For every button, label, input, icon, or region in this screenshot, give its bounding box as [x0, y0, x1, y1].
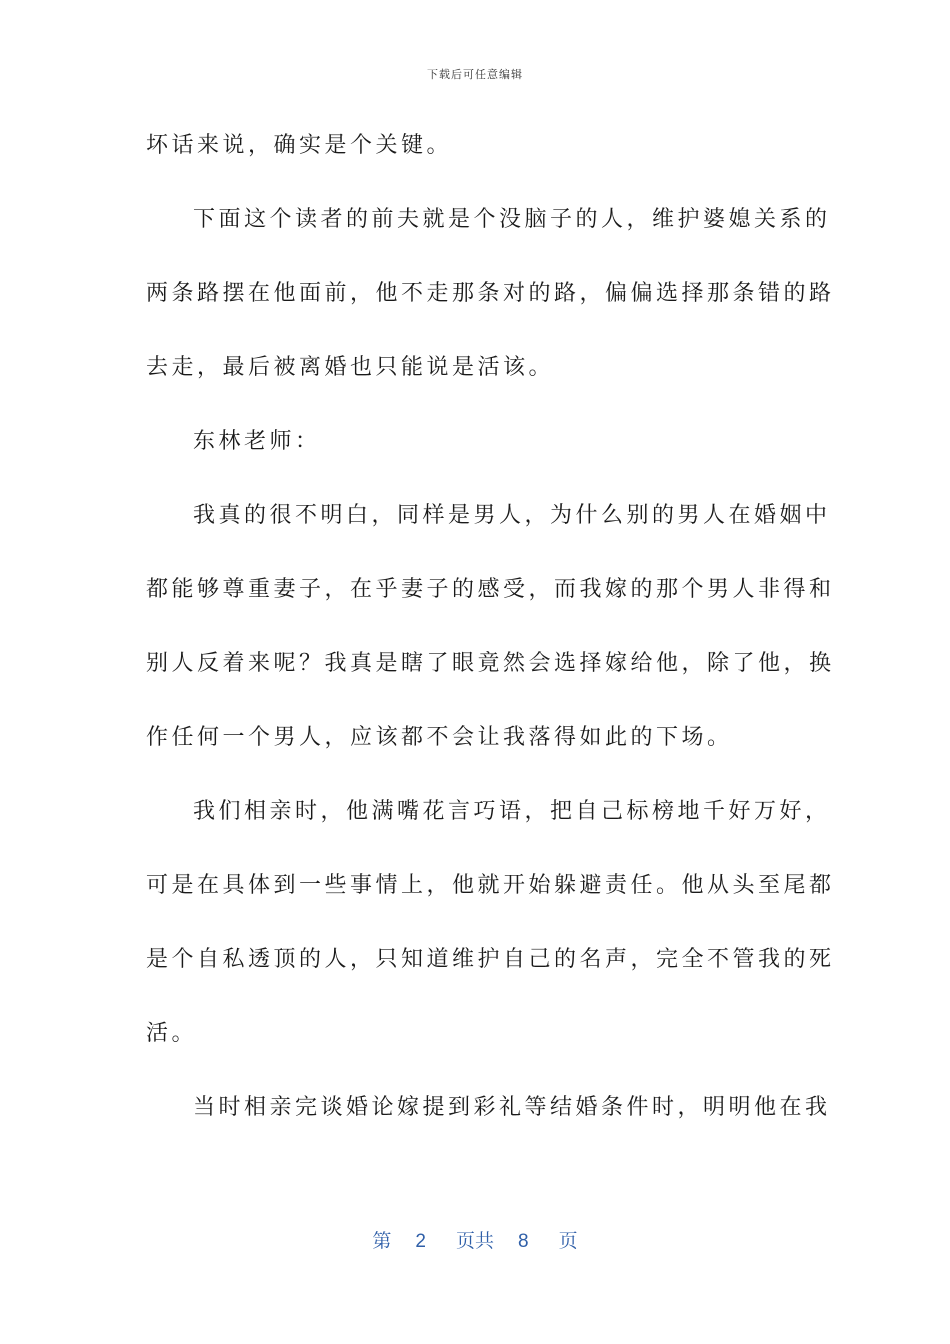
paragraph-line: 可是在具体到一些事情上，他就开始躲避责任。他从头至尾都: [146, 873, 835, 898]
page-label-of: 页共: [455, 1231, 494, 1252]
page-number-total: 8: [518, 1231, 529, 1252]
paragraph-line: 是个自私透顶的人，只知道维护自己的名声，完全不管我的死: [146, 947, 835, 972]
paragraph-line: 当时相亲完谈婚论嫁提到彩礼等结婚条件时，明明他在我: [193, 1095, 831, 1120]
document-body: [146, 122, 835, 1158]
page-number-current: 2: [415, 1231, 426, 1252]
paragraph-line: 下面这个读者的前夫就是个没脑子的人，维护婆媳关系的: [193, 207, 831, 232]
page-footer: [0, 1226, 950, 1253]
paragraph-line: 都能够尊重妻子，在乎妻子的感受，而我嫁的那个男人非得和: [146, 577, 835, 602]
header-note: 下载后可任意编辑: [427, 68, 523, 81]
paragraph-line: 坏话来说，确实是个关键。: [146, 133, 453, 158]
page-label-suffix: 页: [558, 1231, 578, 1252]
paragraph-line: 我们相亲时，他满嘴花言巧语，把自己标榜地千好万好，: [193, 799, 831, 824]
paragraph-line: 两条路摆在他面前，他不走那条对的路，偏偏选择那条错的路: [146, 281, 835, 306]
paragraph-line: 东林老师：: [193, 429, 321, 454]
paragraph-line: 别人反着来呢？我真是瞎了眼竟然会选择嫁给他，除了他，换: [146, 651, 835, 676]
page-label-prefix: 第: [372, 1231, 392, 1252]
paragraph-line: 活。: [146, 1021, 198, 1046]
paragraph-line: 去走，最后被离婚也只能说是活该。: [146, 355, 555, 380]
paragraph-line: 作任何一个男人，应该都不会让我落得如此的下场。: [146, 725, 733, 750]
paragraph-line: 我真的很不明白，同样是男人，为什么别的男人在婚姻中: [193, 503, 831, 528]
